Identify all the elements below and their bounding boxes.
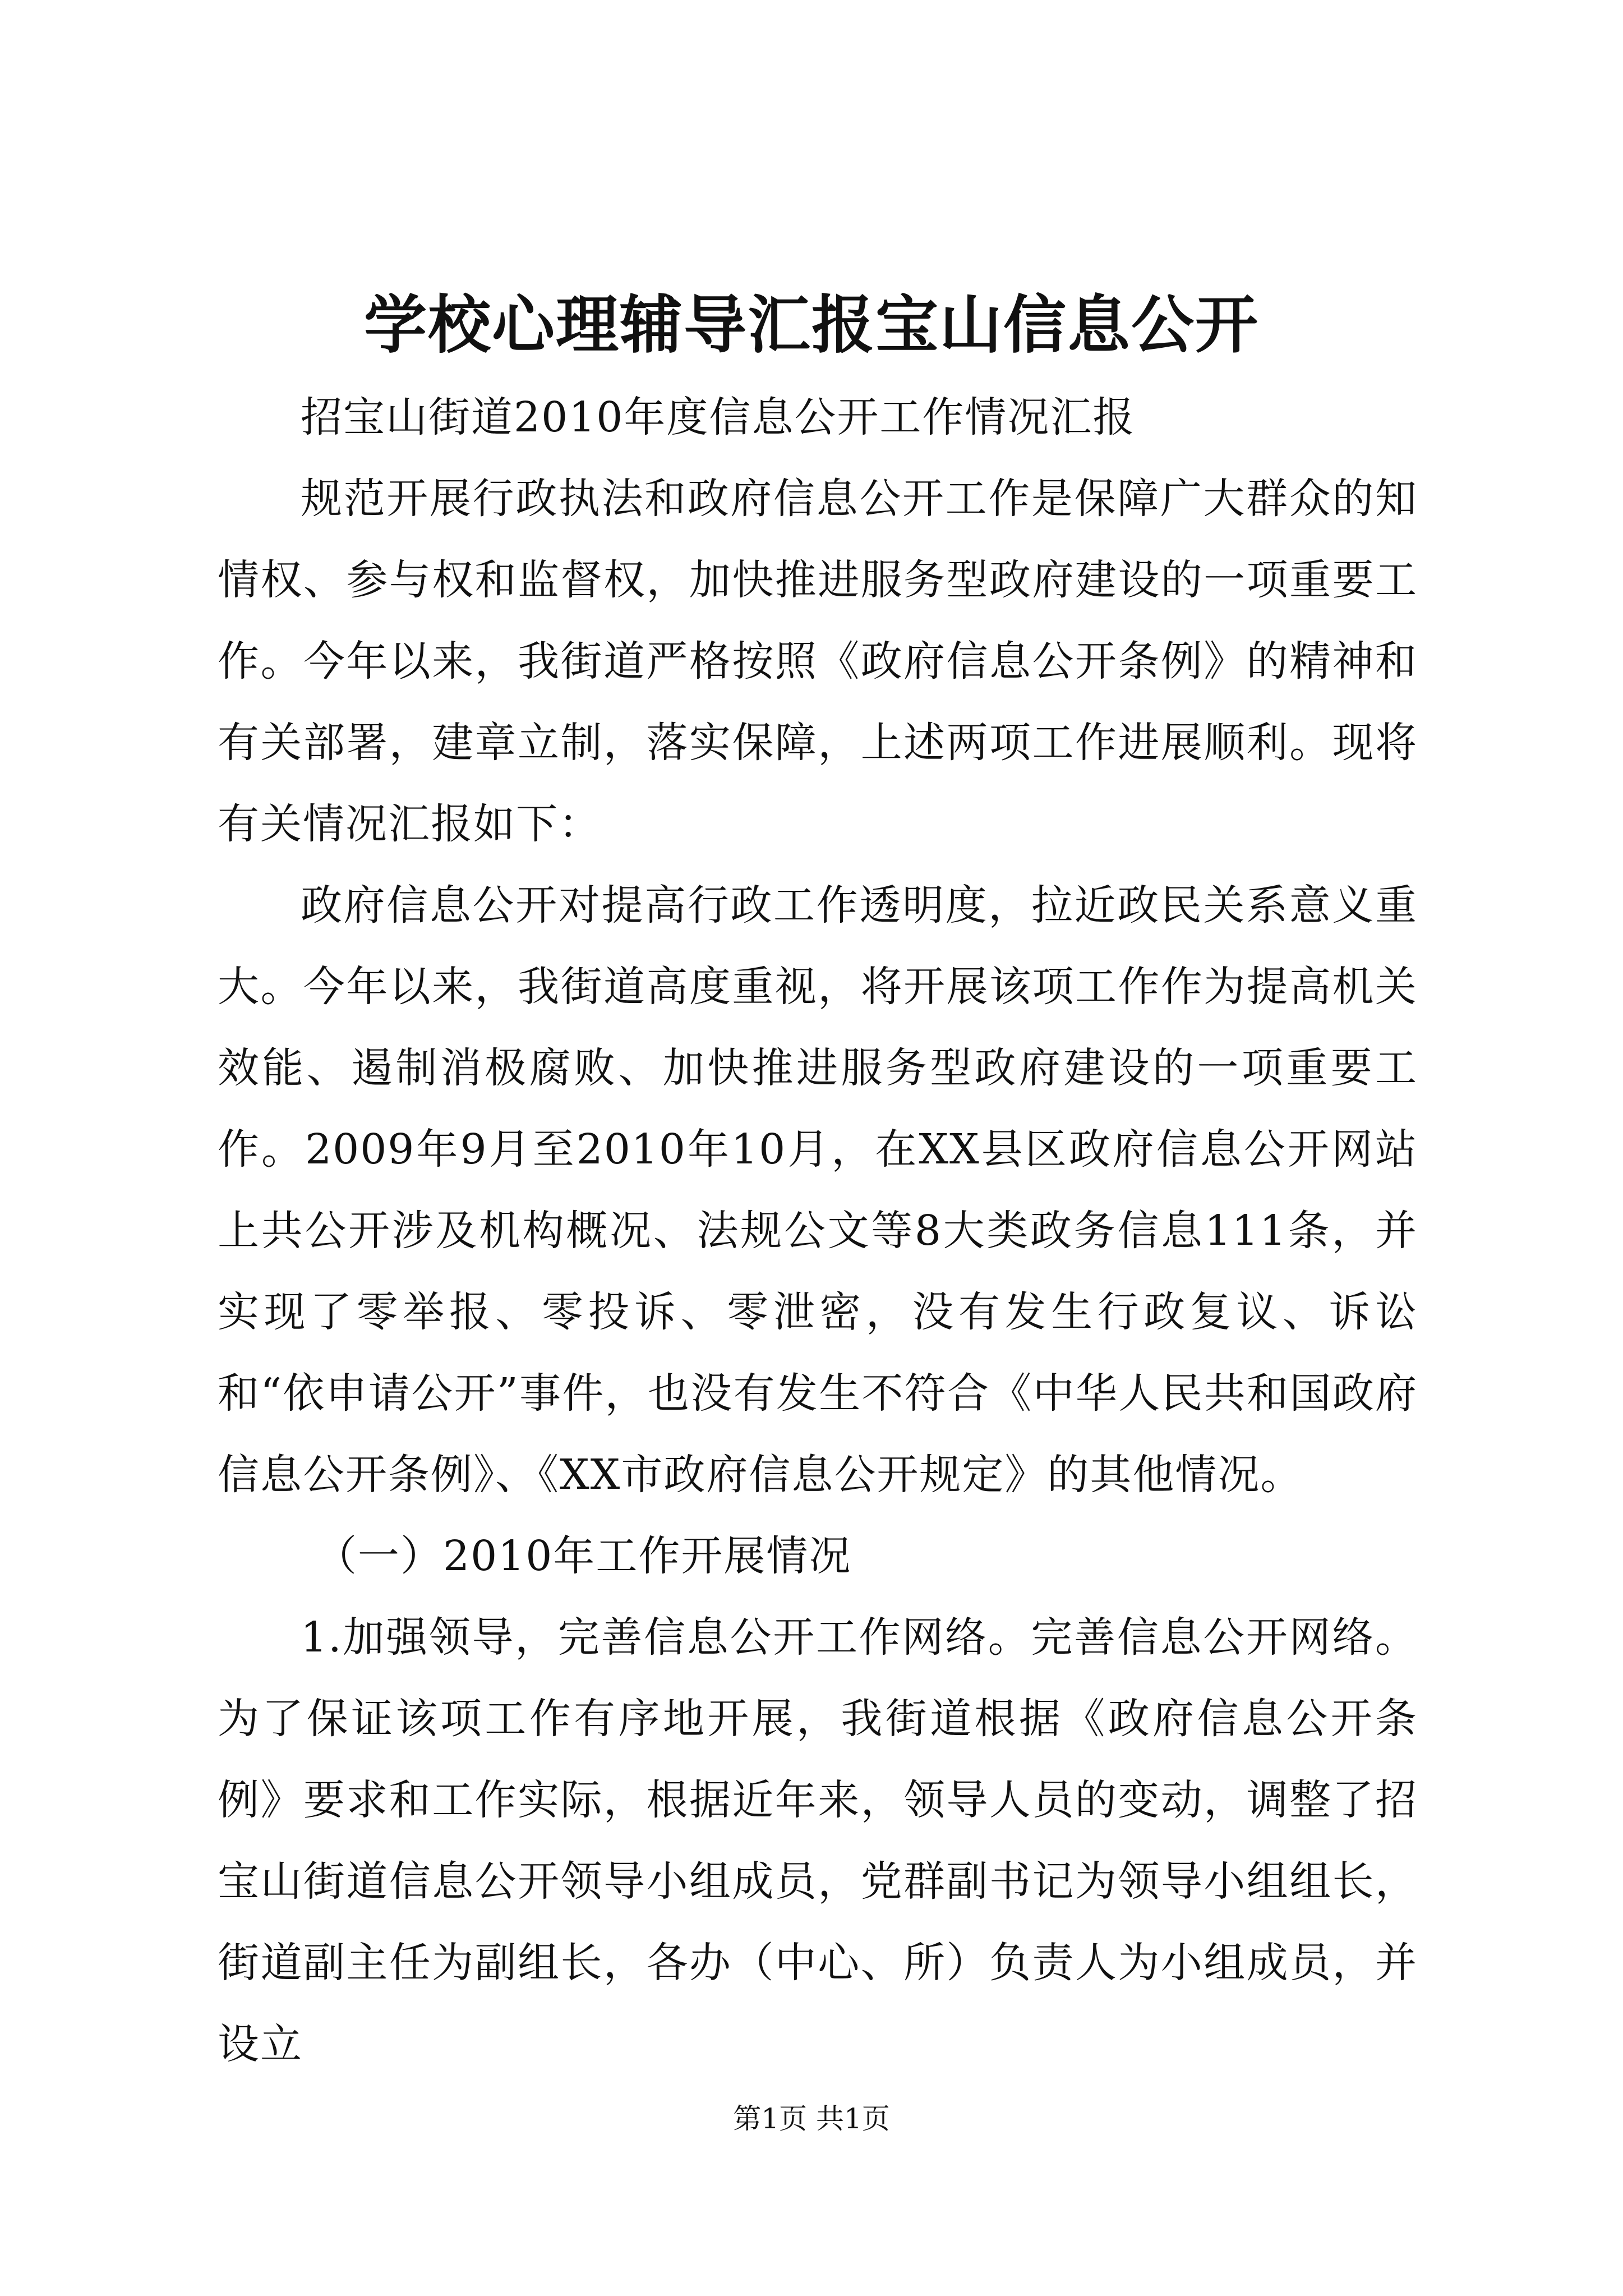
section-heading-2010-work: （一）2010年工作开展情况 [315, 1532, 852, 1580]
paragraph-overview: 政府信息公开对提高行政工作透明度，拉近政民关系意义重大。今年以来，我街道高度重视，将开展该项工作作为提高机关效能、遏制消极腐败、加快推进服务型政府建设的一项重要工作。2009年9月至2010年10月，在XX县区政府信息公开网站上共公开涉及机构概况、法规公文等8大类政务信息111条，并实现了零举报、零投诉、零泄密，没有发生行政复议、诉讼和“依申请公开”事件，也没有发生不符合《中华人民共和国政府信息公开条例》、《XX市政府信息公开规定》的其他情况。 [218, 881, 1418, 1499]
paragraph-introduction: 规范开展行政执法和政府信息公开工作是保障广大群众的知情权、参与权和监督权，加快推进服务型政府建设的一项重要工作。今年以来，我街道严格按照《政府信息公开条例》的精神和有关部署，建章立制，落实保障，上述两项工作进展顺利。现将有关情况汇报如下： [218, 475, 1418, 848]
paragraph-leadership: 1.加强领导，完善信息公开工作网络。完善信息公开网络。为了保证该项工作有序地开展，我街道根据《政府信息公开条例》要求和工作实际，根据近年来，领导人员的变动，调整了招宝山街道信息公开领导小组成员，党群副书记为领导小组组长，街道副主任为副组长，各办（中心、所）负责人为小组成员，并设立 [218, 1613, 1418, 2068]
paragraph-report-heading: 招宝山街道2010年度信息公开工作情况汇报 [301, 393, 1136, 441]
page-number-footer: 第1页 共1页 [733, 2102, 890, 2135]
document-title: 学校心理辅导汇报宝山信息公开 [364, 288, 1259, 362]
document-body [218, 377, 1418, 2085]
